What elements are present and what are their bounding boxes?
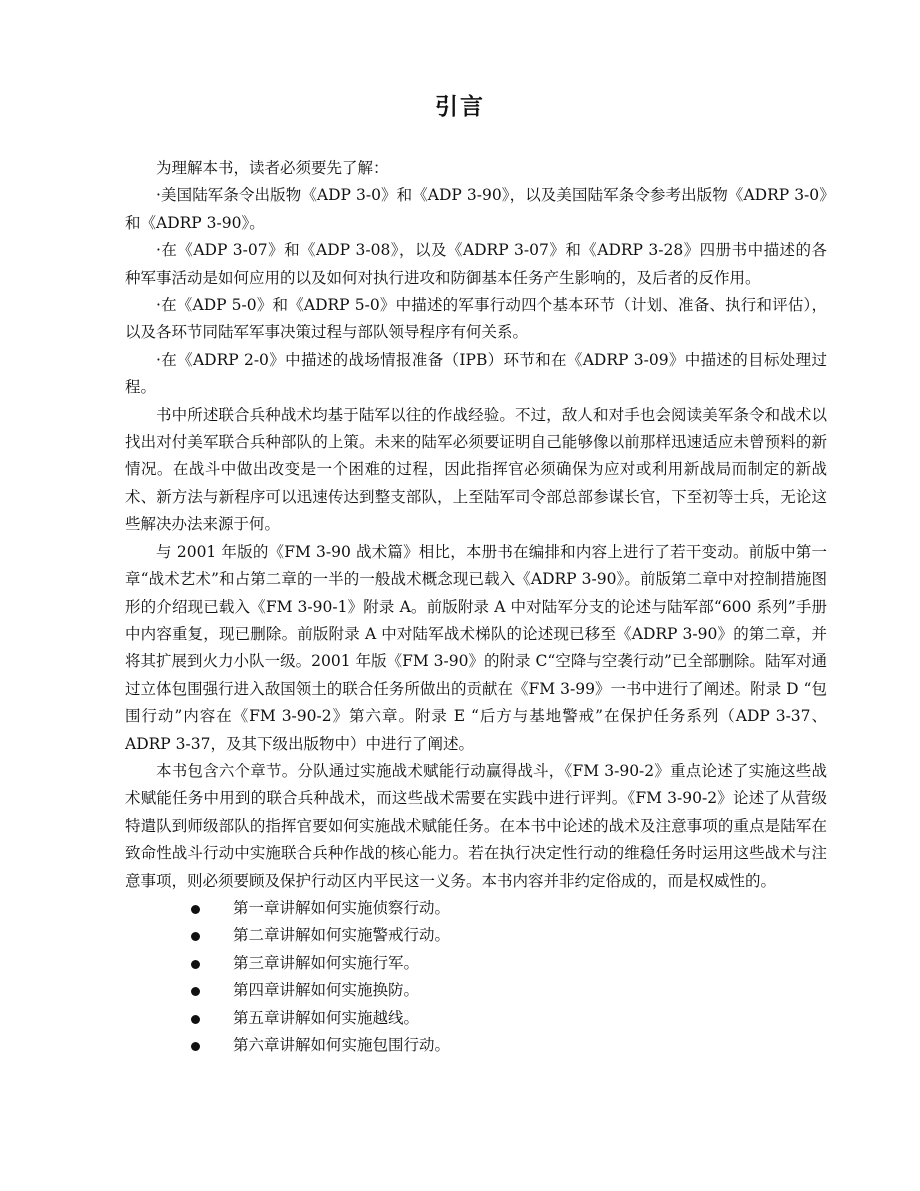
page-title: 引言 xyxy=(435,93,485,120)
list-item xyxy=(125,895,827,922)
bullet-icon xyxy=(191,1042,200,1051)
chapter-item-text: 第三章讲解如何实施行军。 xyxy=(233,953,420,972)
paragraph-changes: 与 2001 年版的《FM 3-90 战术篇》相比，本册书在编排和内容上进行了若干变动。前版中第一章“战术艺术”和占第二章的一半的一般战术概念现已载入《ADRP 3-90》。前版第二章中对控制措施图形的介绍现已载入《FM 3-90-1》附录 A。前版附录 A 中对陆军分支的论述与陆军部“600 系列”手册中内容重复，现已删除。前版附录 A 中对陆军战术梯队的论述现已移至《ADRP 3-90》的第二章，并将其扩展到火力小队一级。2001 年版《FM 3-90》的附录 C“空降与空袭行动”已全部删除。陆军对通过立体包围强行进入敌国领土的联合任务所做出的贡献在《FM 3-99》一书中进行了阐述。附录 D “包围行动”内容在《FM 3-90-2》第六章。附录 E “后方与基地警戒”在保护任务系列（ADP 3-37、ADRP 3-37，及其下级出版物中）中进行了阐述。 xyxy=(125,542,827,753)
chapter-item-text: 第四章讲解如何实施换防。 xyxy=(233,981,420,1000)
paragraph-contents: 本书包含六个章节。分队通过实施战术赋能行动赢得战斗，《FM 3-90-2》重点论述了实施这些战术赋能任务中用到的联合兵种战术，而这些战术需要在实践中进行评判。《FM 3-90-2》论述了从营级特遣队到师级部队的指挥官要如何实施战术赋能任务。在本书中论述的战术及注意事项的重点是陆军在致命性战斗行动中实施联合兵种作战的核心能力。若在执行决定性行动的维稳任务时运用这些战术与注意事项，则必须要顾及保护行动区内平民这一义务。本书内容并非约定俗成的，而是权威性的。 xyxy=(125,761,827,890)
list-item xyxy=(125,922,827,949)
list-item xyxy=(125,1032,827,1059)
chapter-item-text: 第五章讲解如何实施越线。 xyxy=(233,1008,420,1027)
paragraph-prereq-3: ·在《ADP 5-0》和《ADRP 5-0》中描述的军事行动四个基本环节（计划、准备、执行和评估），以及各环节同陆军军事决策过程与部队领导程序有何关系。 xyxy=(125,296,827,342)
list-item xyxy=(125,1005,827,1032)
bullet-icon xyxy=(191,905,200,914)
chapter-list xyxy=(125,895,827,1059)
paragraph-prereq-2: ·在《ADP 3-07》和《ADP 3-08》，以及《ADRP 3-07》和《ADRP 3-28》四册书中描述的各种军事活动是如何应用的以及如何对执行进攻和防御基本任务产生影响的，及后者的反作用。 xyxy=(125,241,827,287)
paragraph-combined-arms: 书中所述联合兵种战术均基于陆军以往的作战经验。不过，敌人和对手也会阅读美军条令和战术以找出对付美军联合兵种部队的上策。未来的陆军必须要证明自己能够像以前那样迅速适应未曾预料的新情况。在战斗中做出改变是一个困难的过程，因此指挥官必须确保为应对或利用新战局而制定的新战术、新方法与新程序可以迅速传达到整支部队，上至陆军司令部总部参谋长官，下至初等士兵，无论这些解决办法来源于何。 xyxy=(125,405,827,534)
list-item xyxy=(125,950,827,977)
bullet-icon xyxy=(191,932,200,941)
body-text xyxy=(125,155,827,1059)
paragraph-intro: 为理解本书，读者必须要先了解： xyxy=(156,159,389,177)
paragraph-prereq-1: ·美国陆军条令出版物《ADP 3-0》和《ADP 3-90》，以及美国陆军条令参考出版物《ADRP 3-0》和《ADRP 3-90》。 xyxy=(125,186,827,232)
paragraph-prereq-4: ·在《ADRP 2-0》中描述的战场情报准备（IPB）环节和在《ADRP 3-09》中描述的目标处理过程。 xyxy=(125,350,827,397)
chapter-item-text: 第二章讲解如何实施警戒行动。 xyxy=(233,926,451,945)
list-item xyxy=(125,977,827,1004)
bullet-icon xyxy=(191,960,200,969)
bullet-icon xyxy=(191,987,200,996)
bullet-icon xyxy=(191,1015,200,1024)
chapter-item-text: 第六章讲解如何实施包围行动。 xyxy=(233,1035,451,1054)
chapter-item-text: 第一章讲解如何实施侦察行动。 xyxy=(233,898,451,917)
